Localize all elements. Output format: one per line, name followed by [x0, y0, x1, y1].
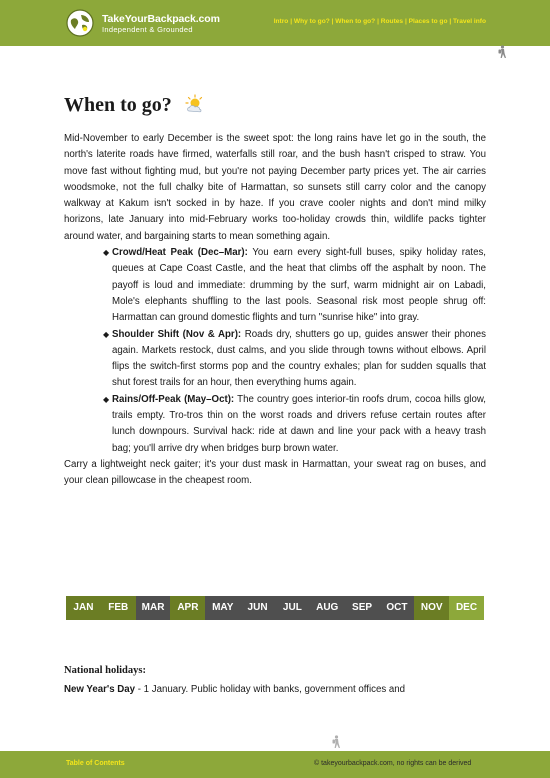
- month-may: MAY: [205, 596, 240, 620]
- nav-when-to-go[interactable]: When to go?: [335, 18, 376, 25]
- hiker-icon: [496, 45, 508, 59]
- brand-name: TakeYourBackpack.com: [102, 13, 220, 25]
- copyright-text: © takeyourbackpack.com, no rights can be derived: [314, 760, 472, 767]
- bullet-icon: ◆: [103, 248, 110, 258]
- globe-logo-icon: [66, 9, 94, 37]
- list-item: [103, 245, 486, 326]
- month-oct: OCT: [379, 596, 414, 620]
- nav-travel-info[interactable]: Travel info: [453, 18, 486, 25]
- season-list: [64, 245, 486, 457]
- month-dec: DEC: [449, 596, 484, 620]
- holidays-heading: National holidays:: [64, 665, 146, 676]
- article-body: [64, 131, 486, 490]
- holiday-entry: [64, 682, 494, 698]
- month-jan: JAN: [66, 596, 101, 620]
- month-jun: JUN: [240, 596, 275, 620]
- nav-routes[interactable]: Routes: [380, 18, 404, 25]
- season-label: Rains/Off-Peak (May–Oct):: [112, 393, 235, 405]
- page-footer: [0, 751, 550, 778]
- intro-paragraph: Mid-November to early December is the sweet spot: the long rains have let go in the south, the north's laterite roads have firmed, waterfalls still roar, and the bush hasn't crisped to straw. You move fast without fighting mud, but you're not paying December party prices yet. The air carries woodsmoke, not the full chalky bite of Harmattan, so sunsets still carry color and the canopy walkway at Kakum isn't socked in by haze. If you crave cooler nights and don't mind milky horizons, late January into mid-February works too-holiday crowds thin, wildlife packs tighter around water, and bargaining starts to mean something again.: [64, 133, 486, 242]
- month-aug: AUG: [310, 596, 345, 620]
- nav-separator: |: [404, 18, 409, 25]
- bullet-icon: ◆: [103, 394, 110, 404]
- holiday-text: - 1 January. Public holiday with banks, government offices and: [135, 684, 406, 695]
- brand-tagline: Independent & Grounded: [102, 25, 193, 34]
- nav-separator: |: [331, 18, 336, 25]
- season-text: Roads dry, shutters go up, guides answer their phones again. Markets restock, dust calms, and you slide through towns without elbows. April flips the switch-first storms pop and the country exhales; plan for sudden squalls that shut forest trails for an hour, then everything hums again.: [112, 328, 486, 389]
- brand[interactable]: [102, 13, 220, 34]
- sun-behind-cloud-icon: [184, 94, 204, 114]
- nav-places-to-go[interactable]: Places to go: [408, 18, 448, 25]
- season-label: Crowd/Heat Peak (Dec–Mar):: [112, 247, 248, 259]
- season-text: The country goes interior-tin roofs drum, cocoa hills glow, trails empty. Tro-tros thin on the worst roads and drivers refuse certain routes after lunch downpours. Survival hack: ride at dawn and line your pack with a heavy trash bag; you'll arrive dry when bridges burp brown water.: [112, 393, 486, 454]
- nav-separator: |: [290, 18, 294, 25]
- hiker-icon: [330, 735, 342, 749]
- list-item: [103, 327, 486, 392]
- month-apr: APR: [170, 596, 205, 620]
- table-of-contents-link[interactable]: Table of Contents: [66, 760, 125, 767]
- page-title: When to go?: [64, 94, 172, 116]
- bullet-icon: ◆: [103, 329, 110, 339]
- month-feb: FEB: [101, 596, 136, 620]
- page-header: [0, 0, 550, 46]
- top-nav: [274, 18, 486, 25]
- season-text: You earn every sight-full buses, spiky holiday rates, queues at Cape Coast Castle, and the heat that climbs off the asphalt by noon. The payoff is loud and immediate: drumming by the surf, warm midnight air on Labadi, Mole's elephants shuffling to the last pools. Seasonal risk most people shrug off: Harmattan can ground domestic flights and turn "sunrise hike" into gray.: [112, 247, 486, 324]
- nav-intro[interactable]: Intro: [273, 18, 289, 25]
- season-label: Shoulder Shift (Nov & Apr):: [112, 328, 242, 340]
- month-nov: NOV: [414, 596, 449, 620]
- month-jul: JUL: [275, 596, 310, 620]
- list-item: [103, 392, 486, 457]
- month-bar: [66, 596, 484, 620]
- nav-why-to-go[interactable]: Why to go?: [293, 18, 330, 25]
- nav-separator: |: [449, 18, 454, 25]
- outro-paragraph: Carry a lightweight neck gaiter; it's your dust mask in Harmattan, your sweat rag on buses, and your clean pillowcase in the cheapest room.: [64, 458, 486, 487]
- month-mar: MAR: [136, 596, 171, 620]
- holiday-name: New Year's Day: [64, 684, 136, 695]
- nav-separator: |: [377, 18, 381, 25]
- month-sep: SEP: [345, 596, 380, 620]
